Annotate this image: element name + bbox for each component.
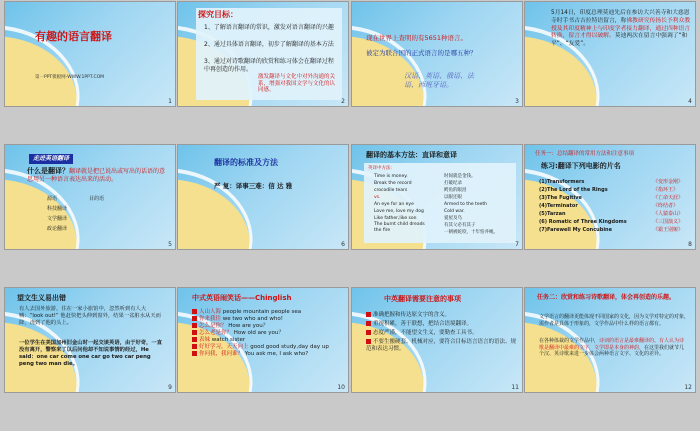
bullet-icon xyxy=(192,344,197,349)
film-english: (2)The Lord of the Rings xyxy=(539,187,608,193)
task-label: 任务一：总结翻译的常用方法和注意事项 xyxy=(535,151,635,157)
slide-thumbnail-8[interactable] xyxy=(525,145,695,249)
list-item: 你来我往 we two who and who! xyxy=(192,316,342,323)
method-translation: 时间就是金钱。 xyxy=(444,174,476,179)
list-item: 准确把握和传达原文字的含义。 xyxy=(366,312,516,319)
slide-number: 11 xyxy=(511,384,519,391)
slide-title: 望文生义易出错 xyxy=(17,294,66,302)
list-item: 好好学习，天天向上 good good study,day day up xyxy=(192,344,342,351)
film-english: (4)Terminator xyxy=(539,203,578,209)
film-chinese: 《指环王》 xyxy=(653,187,679,193)
slide-thumbnail-5[interactable] xyxy=(5,145,175,249)
slide-title: 中式英语闹笑话——Chinglish xyxy=(192,294,292,302)
slide-title: 有趣的语言翻译 xyxy=(35,30,112,43)
method-example: crocodile tears xyxy=(374,188,408,193)
slide-number: 5 xyxy=(168,241,172,248)
film-english: (1)Transformers xyxy=(539,179,585,185)
modi-paragraph xyxy=(551,10,691,49)
modi-text-highlight: 佛教研究传扬长予利众教授及其印度精神上与印度学者接力翻译，通过四种语言转换，留言才得以破解。 xyxy=(551,17,691,40)
film-english: (7)Farewell My Concubine xyxy=(539,227,612,233)
film-chinese: 《变形金刚》 xyxy=(653,179,684,185)
slide-title: 中英翻译需要注意的事项 xyxy=(384,295,461,303)
goal-item-3: 3、通过对诗歌翻译的欣赏和练习体会在翻译过程中再创造的作用。 xyxy=(204,58,334,73)
method-example: Time is money. xyxy=(374,174,408,179)
method-translation: 有其父必有其子 xyxy=(444,223,476,228)
list-item: 重视积累，善于联想，把结合语境翻译。 xyxy=(366,321,516,328)
modi-text-end: 莫迪两次在留言中强调了“和平”、“友爱”。 xyxy=(551,33,688,48)
list-item: 态度严谨，不能望文生义，要勤查工具书。 xyxy=(366,330,516,337)
bullet-icon xyxy=(192,330,197,335)
method-translation: 以眼还眼 xyxy=(444,195,462,200)
bullet-icon xyxy=(192,323,197,328)
film-chinese: 《亡命天涯》 xyxy=(653,195,684,201)
bullet-icon xyxy=(192,309,197,314)
method-translation: Cold war. xyxy=(444,209,465,214)
bullet-icon xyxy=(192,316,197,321)
definition-question: 什么是翻译？ xyxy=(27,167,69,175)
slide-thumbnail-10[interactable] xyxy=(178,288,348,392)
list-item: 怎么是你？ How are you？ xyxy=(192,323,342,330)
bullet-icon xyxy=(366,321,371,326)
method-translation: 爱屋及乌 xyxy=(444,216,462,221)
list-item: 表妹 watch sister xyxy=(192,337,342,344)
slide-thumbnail-6[interactable] xyxy=(178,145,348,249)
slide-heading: 探究目标： xyxy=(198,10,238,19)
poetry-paragraph-2: 在各种体裁的文学作品中，诗词的语言是最难翻译的。有人认为诗歌是翻译中最难的文字，文学即是本身的神韵，在这里我们就节几个汉、英诗歌来进一步体会两种语言文字、文化的差异。 xyxy=(539,338,685,357)
bullet-icon xyxy=(192,351,197,356)
goal-item-1: 1、了解语言翻译的常识，激发对语言翻译的兴趣 xyxy=(204,24,334,31)
grid-cell: 目的语 xyxy=(89,196,105,202)
slide-number: 6 xyxy=(341,241,345,248)
slide-title: 翻译的标准及方法 xyxy=(214,158,278,167)
film-chinese: 《霸王别姬》 xyxy=(653,227,684,233)
grid-cell: 文学翻译 xyxy=(47,216,68,222)
slide-number: 7 xyxy=(515,241,519,248)
method-translation: 打破纪录 xyxy=(444,181,462,186)
bullet-icon xyxy=(192,337,197,342)
bullet-icon xyxy=(366,330,371,335)
exercise-heading: 练习:翻译下列电影的片名 xyxy=(541,162,621,170)
un-answer: 汉语、英语、俄语、法语、西班牙语。 xyxy=(404,72,474,89)
slide-title: 翻译的基本方法：直译和意译 xyxy=(366,151,457,159)
list-item: 怎么老是你？ How old are you？ xyxy=(192,330,342,337)
slide-number: 8 xyxy=(688,241,692,248)
un-question: 被定为联合国的正式语言的是哪五种？ xyxy=(366,49,477,57)
film-english: (5)Tarzan xyxy=(539,211,566,217)
slide-subtitle: 第一PPT模板网-WWW.1PPT.COM xyxy=(35,75,105,80)
yanfu-standard: 严 复：译事三难：信 达 雅 xyxy=(214,182,293,190)
film-english: (6) Romatic of Three Kingdoms xyxy=(539,219,627,225)
film-chinese: 《人猿泰山》 xyxy=(653,211,684,217)
grid-cell: 科技翻译 xyxy=(47,206,68,212)
slide-number: 4 xyxy=(688,98,692,105)
slide-thumbnail-9[interactable] xyxy=(5,288,175,392)
slide-thumbnail-12[interactable] xyxy=(525,288,695,392)
method-translation: 鳄鱼的眼泪 xyxy=(444,188,467,193)
anecdote-1: 有人去国外旅游，住在一家小旅馆中，忽然听到有人大喊：“look out!” 他赶快把头伸到窗外，结果一盆脏水从天而降，浇到了他的头上。 xyxy=(19,306,161,326)
slide-thumbnail-2[interactable] xyxy=(178,2,348,106)
section-banner: 走进英语翻译 xyxy=(29,154,73,164)
definition-answer: 翻译就是把已说出或写出的话语的意思用另一种语言表达出来的活动。 xyxy=(27,168,166,183)
goal-item-2: 2、通过具体语言翻译，初步了解翻译的基本方法 xyxy=(204,41,334,48)
slide-number: 3 xyxy=(515,98,519,105)
method-example: An eye for an eye xyxy=(374,202,414,207)
film-chinese: 《三国演义》 xyxy=(653,219,684,225)
method-translation: Armed to the teeth xyxy=(444,202,487,207)
grid-cell: 政论翻译 xyxy=(47,226,68,232)
chinglish-list xyxy=(192,309,342,358)
translation-definition xyxy=(27,167,167,184)
film-chinese: 《终结者》 xyxy=(653,203,679,209)
list-item: 不要生搬硬套、机械对应，要符合目标语言语言的语法、规范和表达习惯。 xyxy=(366,339,517,352)
slide-thumbnail-3[interactable] xyxy=(352,2,522,106)
film-english: (3)The Fugitive xyxy=(539,195,582,201)
modi-text-intro: 5月14日，印度总理莫迪先后在参访大兴善寺和大慈恩寺时手书古吉拉特语留言，称 xyxy=(551,10,690,24)
slide-number: 9 xyxy=(168,384,172,391)
poetry-paragraph-1: 文学语言的翻译更能体现不同国家的文化，因为文学对特定的对象，需作者是具体于形象的，文学作品中什么样的语言都有。 xyxy=(539,314,690,327)
methods-header: 英译中方法： xyxy=(368,166,395,171)
slide-number: 12 xyxy=(684,384,692,391)
method-translation: 一朝被蛇咬，十年怕井绳。 xyxy=(444,230,498,235)
list-item: 你问我，我问谁？ You ask me, I ask who? xyxy=(192,351,342,358)
grid-cell: 源语 xyxy=(47,196,58,202)
slide-thumbnail-4[interactable] xyxy=(525,2,695,106)
method-example: Love me, love my dog xyxy=(374,209,424,214)
slide-number: 10 xyxy=(337,384,345,391)
method-example: vs. xyxy=(374,195,381,200)
slide-thumbnail-1[interactable] xyxy=(5,2,175,106)
task-label: 任务二：欣赏和练习诗歌翻译，体会再创造的乐趣。 xyxy=(537,294,676,301)
bullet-icon xyxy=(366,312,371,317)
slide-thumbnail-11[interactable] xyxy=(352,288,522,392)
method-example: The burnt child dreads the fire xyxy=(374,222,425,233)
slide-thumbnail-7[interactable] xyxy=(352,145,522,249)
language-count: 现在世界上查明的有5651种语言。 xyxy=(366,34,468,42)
notes-list xyxy=(366,312,516,353)
list-item: 人山人海 people mountain people sea xyxy=(192,309,342,316)
anecdote-2: 一位学生在美国加州旧金山时一起交谈英语，由于好奇，一直没有离开，警察来了以后问他却不知说事情的经过，He said：one car come one car go two car peng peng two man die。 xyxy=(19,340,163,367)
goal-highlight: 激发翻译与文化中对外沟通的关系，增强对我国文学与文化的认同感。 xyxy=(258,74,336,93)
method-example: Break the record xyxy=(374,181,412,186)
slide-number: 2 xyxy=(341,98,345,105)
slide-number: 1 xyxy=(168,98,172,105)
method-example: Like father,like son xyxy=(374,216,417,221)
bullet-icon xyxy=(366,339,371,344)
